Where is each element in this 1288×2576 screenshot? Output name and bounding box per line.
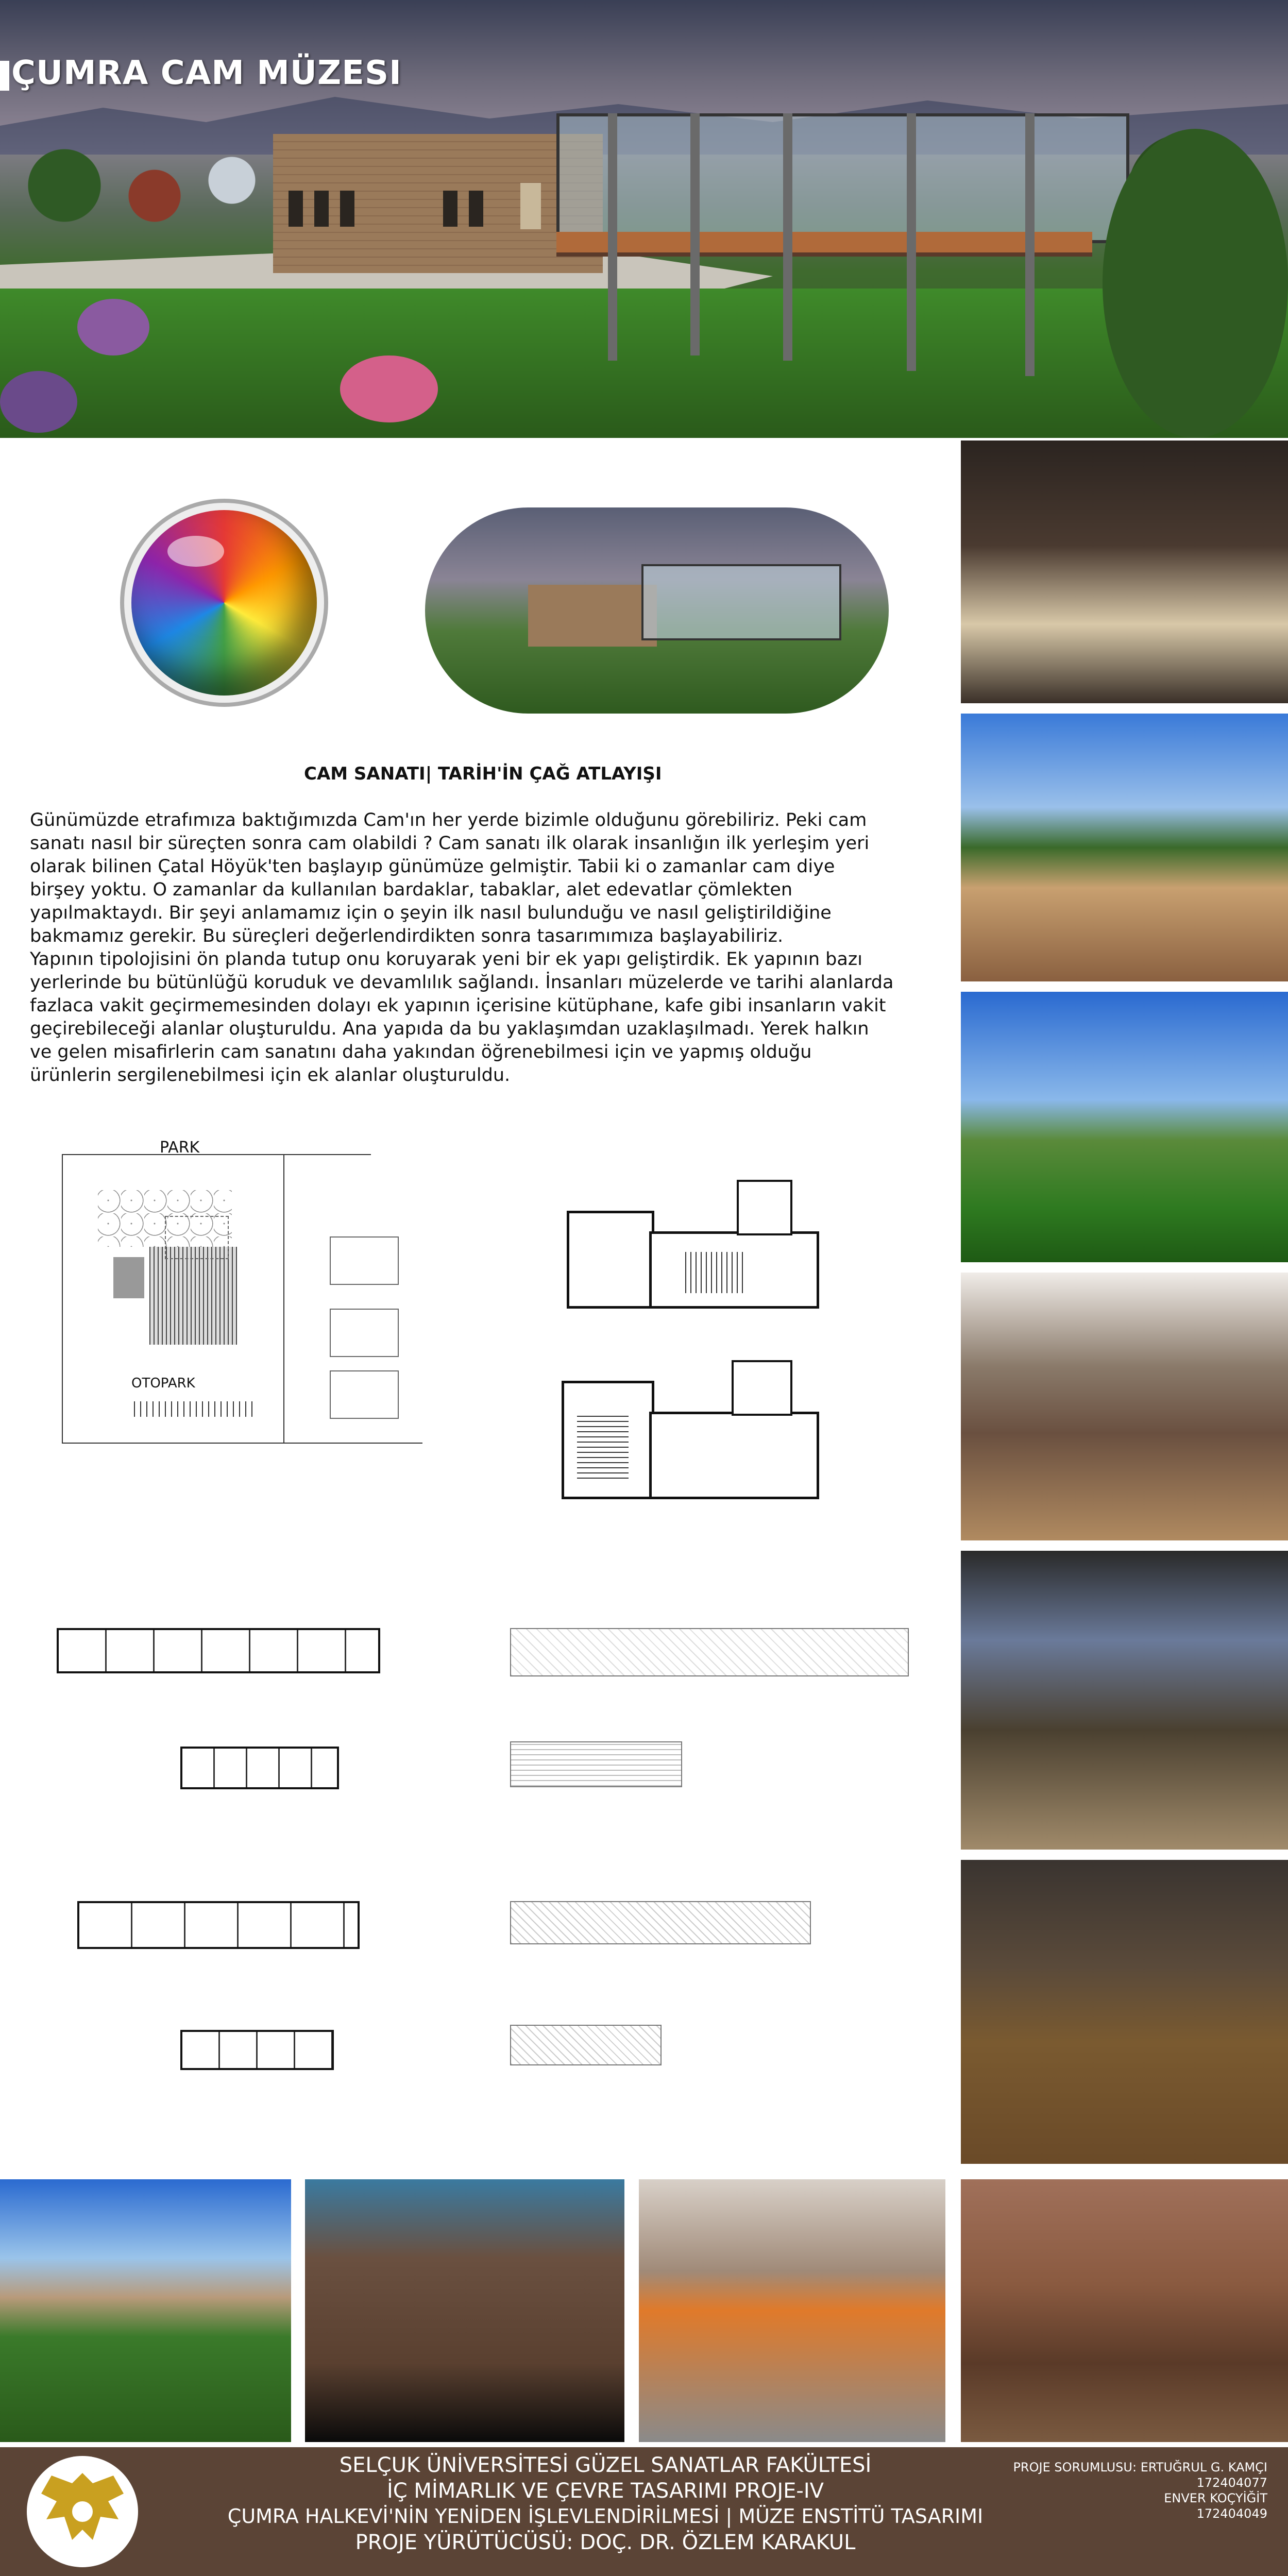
park-label: PARK bbox=[160, 1139, 200, 1157]
render-aerial bbox=[0, 2179, 291, 2442]
render-workshop bbox=[961, 1551, 1288, 1850]
section-drawing-2 bbox=[180, 1747, 339, 1789]
title-accent-bar bbox=[0, 61, 9, 91]
footer-department: İÇ MİMARLIK VE ÇEVRE TASARIMI PROJE-IV bbox=[386, 2479, 824, 2503]
render-glass-gallery bbox=[305, 2179, 624, 2442]
render-exhibition-hall bbox=[639, 2179, 945, 2442]
parking-label: OTOPARK bbox=[131, 1376, 195, 1391]
elevation-drawing-3 bbox=[510, 1901, 811, 1944]
footer-university: SELÇUK ÜNİVERSİTESİ GÜZEL SANATLAR FAKÜLTESİ bbox=[339, 2453, 872, 2477]
section-heading: CAM SANATI| TARİH'İN ÇAĞ ATLAYIŞI bbox=[304, 764, 662, 784]
credit-id-2: 172404049 bbox=[1196, 2506, 1267, 2521]
credit-responsible: PROJE SORUMLUSU: ERTUĞRUL G. KAMÇI bbox=[1013, 2460, 1267, 2475]
footer-supervisor: PROJE YÜRÜTÜCÜSÜ: DOÇ. DR. ÖZLEM KARAKUL bbox=[355, 2531, 856, 2554]
render-library bbox=[961, 1860, 1288, 2164]
render-garden bbox=[961, 992, 1288, 1262]
elevation-drawing-1 bbox=[510, 1628, 909, 1676]
poster-title: ÇUMRA CAM MÜZESI bbox=[11, 54, 402, 92]
body-text bbox=[30, 809, 895, 1087]
paragraph-history: Günümüzde etrafımıza baktığımızda Cam'ın her yerde bizimle olduğunu görebiliriz. Peki cam sanatı nasıl bir süreçten sonra cam olabildi ? Cam sanatı ilk olarak insanlığın ilk yerleşim yeri olarak bilinen Çatal Höyük'ten başlayıp günümüze gelmiştir. Tabii ki o zamanlar cam diye birşey yoktu. O zamanlar da kullanılan bardaklar, tabaklar, alet edevatlar çömlekten yapılmaktaydı. Bir şeyi anlamamız için o şeyin ilk nasıl bulunduğu ve nasıl geliştirildiğine bakmamız gerekir. Bu süreçleri değerlendirdikten sonra tasarımımıza başlayabiliriz. bbox=[30, 810, 870, 946]
credit-id-1: 172404077 bbox=[1196, 2476, 1267, 2490]
exterior-vignette-rendering bbox=[425, 507, 889, 714]
glass-ball-illustration bbox=[116, 500, 332, 711]
section-drawing-1 bbox=[57, 1628, 380, 1673]
render-cafe-interior bbox=[961, 440, 1288, 703]
render-auditorium bbox=[961, 1273, 1288, 1540]
section-drawing-4 bbox=[180, 2030, 334, 2070]
floor-plan-ground bbox=[567, 1180, 814, 1314]
render-terrace bbox=[961, 714, 1288, 981]
elevation-drawing-2 bbox=[510, 1741, 682, 1787]
university-seal-logo bbox=[21, 2452, 144, 2571]
credit-name-2: ENVER KOÇYİĞİT bbox=[1164, 2491, 1267, 2505]
footer-project-title: ÇUMRA HALKEVİ'NİN YENİDEN İŞLEVLENDİRİLMESİ | MÜZE ENSTİTÜ TASARIMI bbox=[227, 2505, 984, 2528]
site-plan bbox=[31, 1118, 422, 1489]
elevation-drawing-4 bbox=[510, 2025, 662, 2065]
render-reception bbox=[961, 2179, 1288, 2442]
paragraph-design: Yapının tipolojisini ön planda tutup onu koruyarak yeni bir ek yapı geliştirdik. Ek yapının bazı yerlerinde bu bütünlüğü koruduk ve devamlılık sağlandı. İnsanları müzelerde ve tarihi alanlarda fazlaca vakit geçirmemesinden dolayı ek yapının içerisine kütüphane, kafe gibi insanların vakit geçirebileceği alanlar oluşturuldu. Ana yapıda da bu yaklaşımdan uzaklaşılmadı. Yerek halkın ve gelen misafirlerin cam sanatını daha yakından öğrenebilmesi için ve yapmış olduğu ürünlerin sergilenebilmesi için ek alanlar oluşturuldu. bbox=[30, 949, 894, 1086]
section-drawing-3 bbox=[77, 1901, 360, 1949]
floor-plan-upper bbox=[562, 1360, 819, 1510]
